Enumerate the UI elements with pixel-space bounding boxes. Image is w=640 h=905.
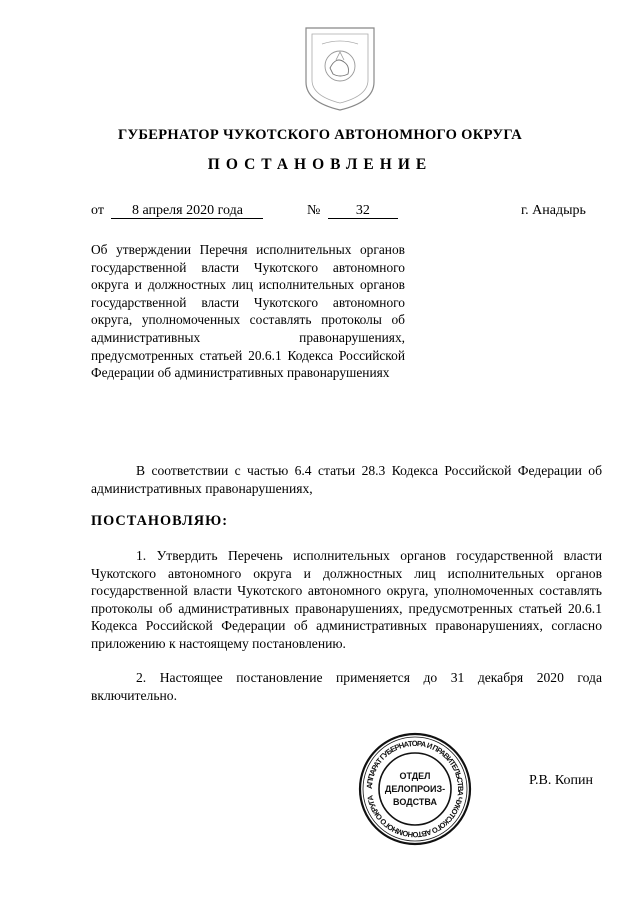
- date-prefix: от: [91, 203, 104, 218]
- document-subject: Об утверждении Перечня исполнительных органов государственной власти Чукотского автономного округа и должностных лиц исполнительных органов государственной власти Чукотского автономного округа, уполномоченных составлять протоколы об административных правонарушениях, предусмотренных статьей 20.6.1 Кодекса Российской Федерации об административных правонарушениях: [91, 242, 405, 381]
- number-row: [307, 203, 398, 219]
- department-seal-stamp: [358, 732, 472, 846]
- resolution-item-1: 1. Утвердить Перечень исполнительных органов государственной власти Чукотского автономного округа и должностных лиц исполнительных органов государственной власти Чукотского автономного округа, уполномоченных составлять протоколы об административных правонарушениях, предусмотренных статьей 20.6.1 Кодекса Российской Федерации об административных правонарушениях, согласно приложению к настоящему постановлению.: [91, 548, 602, 651]
- resolution-item-2: 2. Настоящее постановление применяется до 31 декабря 2020 года включительно.: [91, 670, 602, 703]
- resolve-heading: ПОСТАНОВЛЯЮ:: [91, 513, 228, 529]
- document-type-title: ПОСТАНОВЛЕНИЕ: [207, 156, 433, 173]
- document-number: 32: [328, 203, 398, 219]
- city-label: г. Анадырь: [521, 203, 586, 218]
- document-date: 8 апреля 2020 года: [111, 203, 263, 219]
- date-row: [91, 203, 263, 219]
- seal-line-1: ОТДЕЛ: [399, 771, 431, 781]
- coat-of-arms-icon: [300, 22, 380, 114]
- preamble-paragraph: В соответствии с частью 6.4 статьи 28.3 Кодекса Российской Федерации об административных правонарушениях,: [91, 463, 602, 496]
- governor-title: ГУБЕРНАТОР ЧУКОТСКОГО АВТОНОМНОГО ОКРУГА: [117, 127, 523, 143]
- seal-line-3: ВОДСТВА: [393, 797, 437, 807]
- signer-name: Р.В. Копин: [529, 773, 593, 788]
- number-prefix: №: [307, 203, 321, 218]
- seal-ring-text: АППАРАТ ГУБЕРНАТОРА И ПРАВИТЕЛЬСТВА ЧУКОТСКОГО АВТОНОМНОГО ОКРУГА: [364, 738, 466, 840]
- seal-line-2: ДЕЛОПРОИЗ-: [384, 784, 446, 794]
